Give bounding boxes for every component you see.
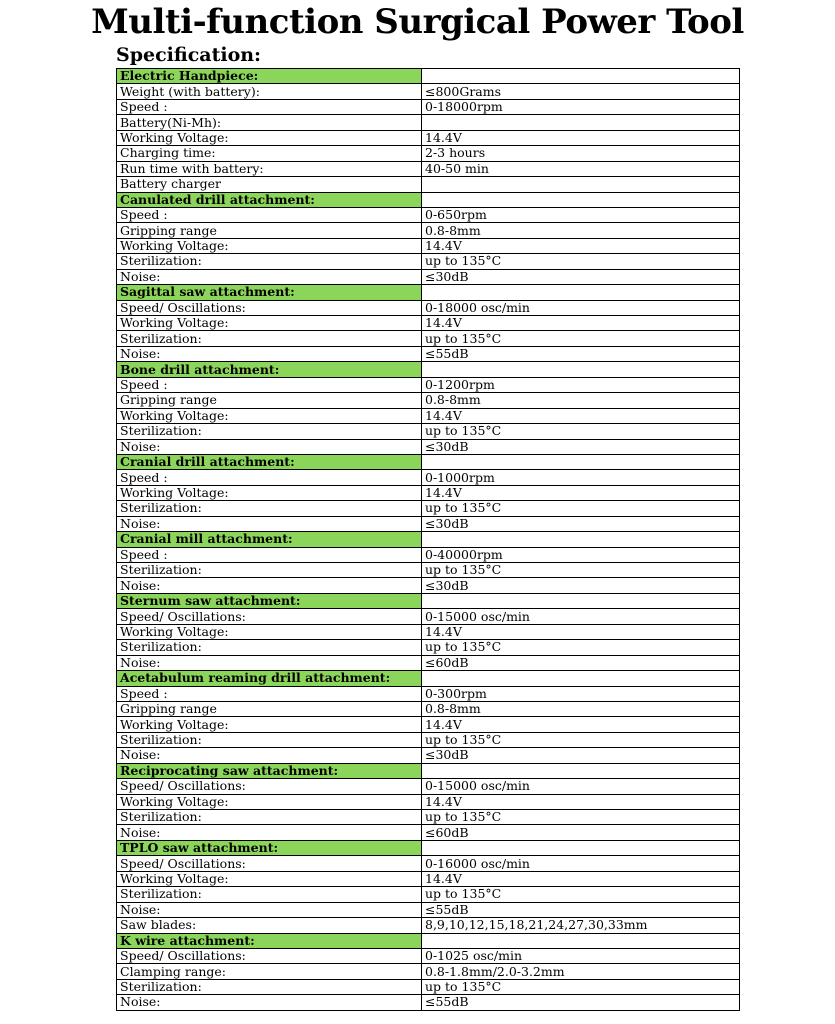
table-row <box>117 902 740 917</box>
table-row <box>117 563 740 578</box>
table-row <box>117 732 740 747</box>
table-row <box>117 254 740 269</box>
spec-label: Noise: <box>117 578 422 593</box>
spec-value: 0-300rpm <box>422 686 740 701</box>
table-row <box>117 686 740 701</box>
spec-value: 0-15000 osc/min <box>422 609 740 624</box>
spec-label: Working Voltage: <box>117 794 422 809</box>
table-row <box>117 871 740 886</box>
table-row <box>117 485 740 500</box>
spec-value <box>422 115 740 130</box>
spec-label: Sterilization: <box>117 640 422 655</box>
spec-label: Battery charger <box>117 177 422 192</box>
page-title: Multi-function Surgical Power Tool <box>91 2 744 42</box>
spec-label: Saw blades: <box>117 918 422 933</box>
spec-label: Speed/ Oscillations: <box>117 948 422 963</box>
spec-label: Sterilization: <box>117 979 422 994</box>
table-row <box>117 207 740 222</box>
section-title: Sternum saw attachment: <box>117 593 422 608</box>
spec-value: 14.4V <box>422 130 740 145</box>
table-row <box>117 146 740 161</box>
spec-value: ≤55dB <box>422 902 740 917</box>
spec-label: Speed : <box>117 470 422 485</box>
spec-value: 0-650rpm <box>422 207 740 222</box>
spec-value: ≤55dB <box>422 346 740 361</box>
spec-label: Noise: <box>117 748 422 763</box>
spec-value: up to 135°C <box>422 810 740 825</box>
spec-label: Speed : <box>117 547 422 562</box>
spec-value: 0.8-1.8mm/2.0-3.2mm <box>422 964 740 979</box>
spec-value: ≤30dB <box>422 578 740 593</box>
section-title: K wire attachment: <box>117 933 422 948</box>
spec-value: up to 135°C <box>422 979 740 994</box>
spec-value <box>422 177 740 192</box>
spec-label: Speed/ Oscillations: <box>117 609 422 624</box>
section-header-row <box>117 593 740 608</box>
spec-value <box>422 840 740 855</box>
table-row <box>117 393 740 408</box>
spec-label: Noise: <box>117 346 422 361</box>
section-header-row <box>117 763 740 778</box>
table-row <box>117 130 740 145</box>
spec-value: 14.4V <box>422 408 740 423</box>
spec-label: Gripping range <box>117 701 422 716</box>
spec-label: Working Voltage: <box>117 316 422 331</box>
table-row <box>117 516 740 531</box>
spec-label: Sterilization: <box>117 254 422 269</box>
spec-value: 8,9,10,12,15,18,21,24,27,30,33mm <box>422 918 740 933</box>
spec-value: up to 135°C <box>422 640 740 655</box>
spec-value <box>422 933 740 948</box>
table-row <box>117 624 740 639</box>
spec-value: 0-1025 osc/min <box>422 948 740 963</box>
spec-label: Working Voltage: <box>117 485 422 500</box>
spec-label: Sterilization: <box>117 810 422 825</box>
table-row <box>117 346 740 361</box>
spec-label: Speed : <box>117 686 422 701</box>
table-row <box>117 223 740 238</box>
spec-value: ≤30dB <box>422 516 740 531</box>
table-row <box>117 918 740 933</box>
table-row <box>117 856 740 871</box>
spec-value <box>422 593 740 608</box>
spec-label: Gripping range <box>117 223 422 238</box>
section-header-row <box>117 454 740 469</box>
spec-value <box>422 192 740 207</box>
table-row <box>117 794 740 809</box>
table-row <box>117 161 740 176</box>
table-row <box>117 424 740 439</box>
spec-label: Speed : <box>117 99 422 114</box>
table-row <box>117 501 740 516</box>
table-row <box>117 547 740 562</box>
spec-label: Sterilization: <box>117 887 422 902</box>
spec-value: 40-50 min <box>422 161 740 176</box>
table-row <box>117 316 740 331</box>
spec-label: Noise: <box>117 655 422 670</box>
spec-value: up to 135°C <box>422 887 740 902</box>
spec-label: Working Voltage: <box>117 717 422 732</box>
spec-label: Battery(Ni-Mh): <box>117 115 422 130</box>
table-row <box>117 964 740 979</box>
spec-label: Run time with battery: <box>117 161 422 176</box>
spec-value: up to 135°C <box>422 501 740 516</box>
spec-label: Noise: <box>117 516 422 531</box>
spec-value: 0-40000rpm <box>422 547 740 562</box>
spec-label: Speed : <box>117 207 422 222</box>
spec-value <box>422 671 740 686</box>
table-row <box>117 408 740 423</box>
section-header-row <box>117 285 740 300</box>
spec-label: Charging time: <box>117 146 422 161</box>
spec-value <box>422 454 740 469</box>
spec-label: Gripping range <box>117 393 422 408</box>
spec-value: 0.8-8mm <box>422 701 740 716</box>
spec-label: Noise: <box>117 902 422 917</box>
spec-label: Working Voltage: <box>117 871 422 886</box>
spec-label: Sterilization: <box>117 732 422 747</box>
spec-label: Clamping range: <box>117 964 422 979</box>
spec-value: up to 135°C <box>422 254 740 269</box>
table-row <box>117 238 740 253</box>
spec-label: Sterilization: <box>117 331 422 346</box>
spec-label: Speed/ Oscillations: <box>117 779 422 794</box>
table-row <box>117 377 740 392</box>
specification-table-body <box>117 69 740 1011</box>
table-row <box>117 887 740 902</box>
table-row <box>117 300 740 315</box>
spec-value: ≤55dB <box>422 995 740 1010</box>
spec-value: 14.4V <box>422 624 740 639</box>
table-row <box>117 470 740 485</box>
section-title: Cranial drill attachment: <box>117 454 422 469</box>
spec-value: 14.4V <box>422 717 740 732</box>
spec-value: 0-18000 osc/min <box>422 300 740 315</box>
section-title: Cranial mill attachment: <box>117 532 422 547</box>
spec-value: up to 135°C <box>422 424 740 439</box>
spec-value: 14.4V <box>422 485 740 500</box>
spec-value: ≤60dB <box>422 825 740 840</box>
spec-value: up to 135°C <box>422 563 740 578</box>
table-row <box>117 439 740 454</box>
spec-label: Working Voltage: <box>117 624 422 639</box>
spec-value: ≤30dB <box>422 439 740 454</box>
spec-label: Sterilization: <box>117 501 422 516</box>
section-title: Canulated drill attachment: <box>117 192 422 207</box>
spec-value: 0-1200rpm <box>422 377 740 392</box>
section-title: Acetabulum reaming drill attachment: <box>117 671 422 686</box>
table-row <box>117 748 740 763</box>
spec-label: Weight (with battery): <box>117 84 422 99</box>
table-row <box>117 701 740 716</box>
spec-label: Sterilization: <box>117 563 422 578</box>
section-title: TPLO saw attachment: <box>117 840 422 855</box>
section-header-row <box>117 840 740 855</box>
spec-label: Noise: <box>117 439 422 454</box>
section-title: Reciprocating saw attachment: <box>117 763 422 778</box>
spec-value: ≤30dB <box>422 748 740 763</box>
spec-value: 0-18000rpm <box>422 99 740 114</box>
spec-value: 14.4V <box>422 238 740 253</box>
spec-value <box>422 763 740 778</box>
section-title: Electric Handpiece: <box>117 69 422 84</box>
spec-label: Sterilization: <box>117 424 422 439</box>
spec-value: 14.4V <box>422 794 740 809</box>
spec-label: Speed : <box>117 377 422 392</box>
spec-value: up to 135°C <box>422 331 740 346</box>
table-row <box>117 84 740 99</box>
spec-label: Speed/ Oscillations: <box>117 300 422 315</box>
section-header-row <box>117 671 740 686</box>
section-title: Sagittal saw attachment: <box>117 285 422 300</box>
spec-value: 2-3 hours <box>422 146 740 161</box>
table-row <box>117 825 740 840</box>
spec-value: 14.4V <box>422 871 740 886</box>
section-header-row <box>117 192 740 207</box>
specification-table <box>116 68 740 1011</box>
table-row <box>117 717 740 732</box>
spec-label: Noise: <box>117 825 422 840</box>
spec-label: Speed/ Oscillations: <box>117 856 422 871</box>
table-row <box>117 269 740 284</box>
section-title: Bone drill attachment: <box>117 362 422 377</box>
spec-value: ≤30dB <box>422 269 740 284</box>
spec-value <box>422 69 740 84</box>
spec-label: Working Voltage: <box>117 238 422 253</box>
spec-value <box>422 532 740 547</box>
spec-value: 0-1000rpm <box>422 470 740 485</box>
spec-value: up to 135°C <box>422 732 740 747</box>
table-row <box>117 609 740 624</box>
table-row <box>117 779 740 794</box>
spec-value: 0-16000 osc/min <box>422 856 740 871</box>
spec-value: ≤60dB <box>422 655 740 670</box>
table-row <box>117 640 740 655</box>
specification-heading: Specification: <box>116 44 262 66</box>
spec-label: Working Voltage: <box>117 130 422 145</box>
table-row <box>117 810 740 825</box>
table-row <box>117 99 740 114</box>
spec-value: ≤800Grams <box>422 84 740 99</box>
section-header-row <box>117 532 740 547</box>
spec-value <box>422 362 740 377</box>
table-row <box>117 331 740 346</box>
spec-label: Noise: <box>117 269 422 284</box>
table-row <box>117 979 740 994</box>
table-row <box>117 115 740 130</box>
spec-label: Noise: <box>117 995 422 1010</box>
spec-value: 0.8-8mm <box>422 393 740 408</box>
table-row <box>117 995 740 1010</box>
section-header-row <box>117 69 740 84</box>
spec-value: 0.8-8mm <box>422 223 740 238</box>
table-row <box>117 948 740 963</box>
table-row <box>117 655 740 670</box>
spec-value: 14.4V <box>422 316 740 331</box>
section-header-row <box>117 933 740 948</box>
spec-value <box>422 285 740 300</box>
section-header-row <box>117 362 740 377</box>
spec-value: 0-15000 osc/min <box>422 779 740 794</box>
table-row <box>117 177 740 192</box>
table-row <box>117 578 740 593</box>
spec-label: Working Voltage: <box>117 408 422 423</box>
